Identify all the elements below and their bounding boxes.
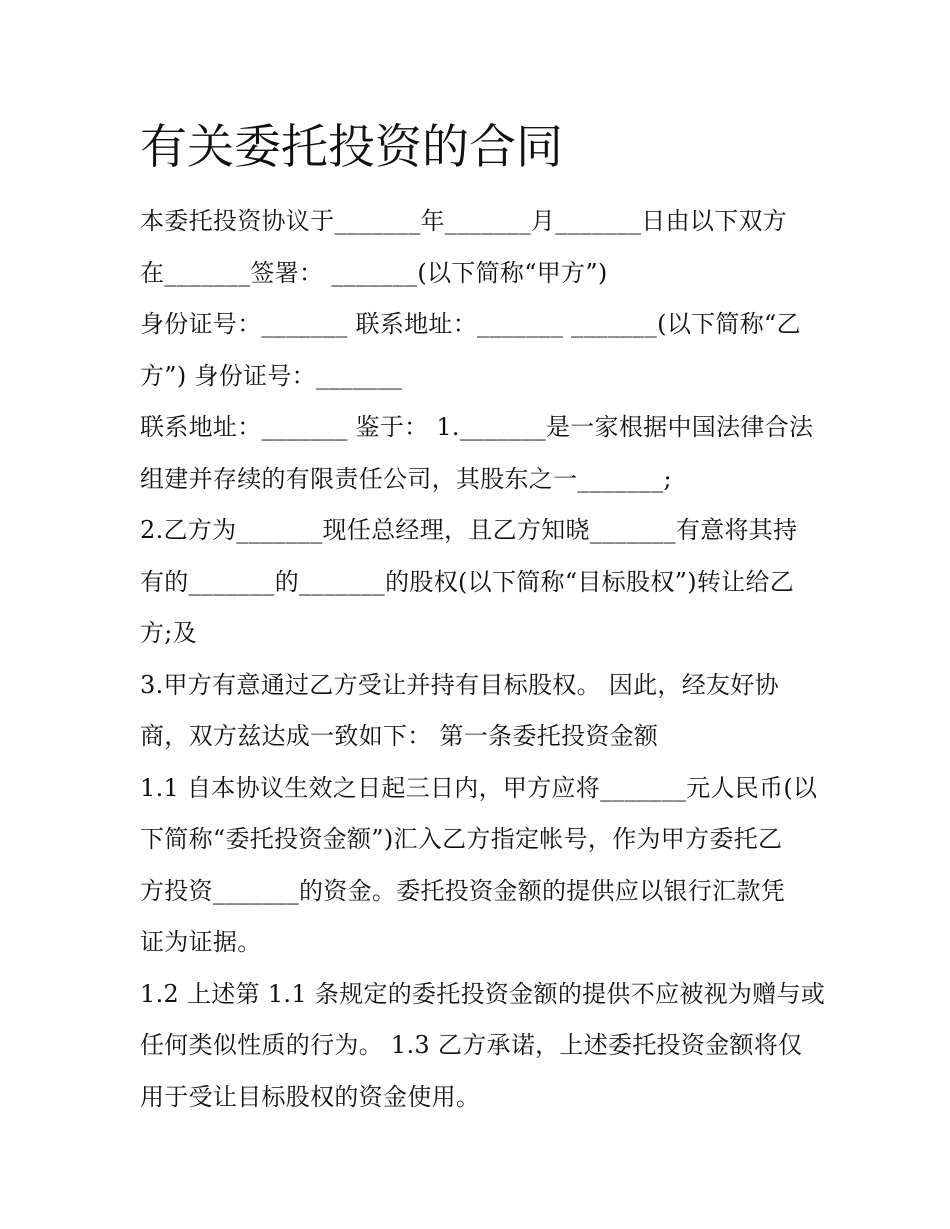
body-line: 用于受让目标股权的资金使用。 [140, 1082, 481, 1111]
body-line: 3.甲方有意通过乙方受让并持有目标股权。 因此，经友好协 [140, 670, 779, 699]
body-line: 1.2 上述第 1.1 条规定的委托投资金额的提供不应被视为赠与或 [140, 979, 826, 1008]
body-line: 商，双方兹达成一致如下： 第一条委托投资金额 [140, 722, 659, 750]
body-line: 方”) 身份证号：_______ [140, 361, 403, 390]
body-line: 证为证据。 [140, 928, 262, 956]
body-line: 方;及 [140, 619, 197, 647]
body-line: 联系地址：_______ 鉴于： 1._______是一家根据中国法律合法 [140, 413, 814, 441]
body-line: 2.乙方为_______现任总经理，且乙方知晓_______有意将其持 [140, 516, 798, 544]
document-body [140, 196, 826, 1123]
body-line: 1.1 自本协议生效之日起三日内，甲方应将_______元人民币(以 [140, 773, 818, 802]
body-line: 任何类似性质的行为。 1.3 乙方承诺，上述委托投资金额将仅 [140, 1031, 803, 1059]
document-title: 有关委托投资的合同 [140, 120, 563, 175]
body-line: 有的_______的_______的股权(以下简称“目标股权”)转让给乙 [140, 567, 795, 596]
document-page [140, 108, 826, 1123]
body-line: 下简称“委托投资金额”)汇入乙方指定帐号，作为甲方委托乙 [140, 825, 783, 853]
body-line: 在_______签署： _______(以下简称“甲方”) [140, 258, 608, 287]
body-line: 本委托投资协议于_______年_______月_______日由以下双方 [140, 207, 788, 235]
body-line: 组建并存续的有限责任公司，其股东之一_______; [140, 464, 672, 493]
body-line: 身份证号：_______ 联系地址：_______ _______(以下简称“乙 [140, 310, 801, 338]
body-line: 方投资_______的资金。委托投资金额的提供应以银行汇款凭 [140, 876, 785, 905]
